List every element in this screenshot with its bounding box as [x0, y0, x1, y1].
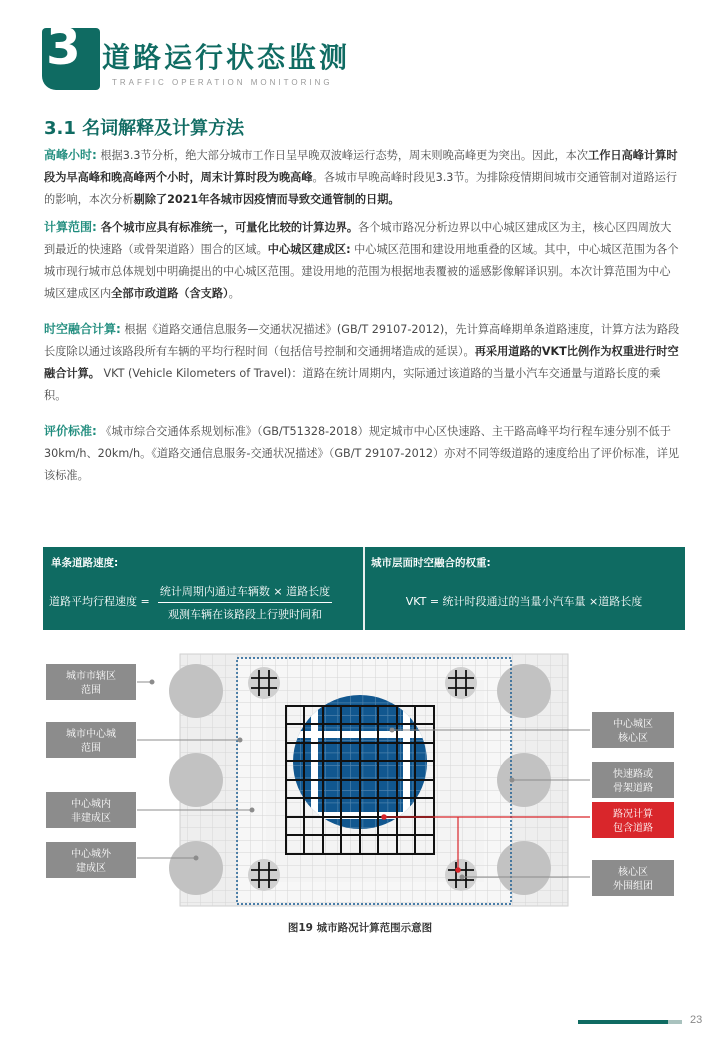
text: 中心城区范围和建设用地重叠的区域。其中，中心城区范围为各个城市现行城市总体规划中明确提出的中心城区范围。建设用地的范围为根据地表覆被的遥感影像解译识别。本次计算范围为中心城区建成区内: [44, 243, 679, 300]
chapter-title: 道路运行状态监测: [102, 41, 351, 74]
label-text: 范围: [81, 743, 101, 754]
paragraph-calc-range: [44, 216, 680, 305]
chapter-subtitle: TRAFFIC OPERATION MONITORING: [112, 78, 333, 87]
label-text: 包含道路: [613, 823, 653, 834]
bold-text: 各个城市应具有标准统一，可量化比较的计算边界。: [96, 221, 359, 234]
label-text: 中心城外: [71, 849, 111, 860]
label-text: 非建成区: [71, 813, 111, 824]
label-text: 外围组团: [613, 881, 653, 892]
text: 。: [228, 287, 240, 300]
label-text: 中心城区: [613, 719, 653, 730]
text: 根据《道路交通信息服务—交通状况描述》(GB/T 29107-2012)，先计算高峰期单条道路速度，计算方法为路段长度除以通过该路段所有车辆的平均行程时间（包括信号控制和交通拥堵造成的延误）。: [44, 323, 680, 358]
text: 《城市综合交通体系规划标准》（GB/T51328-2018）规定城市中心区快速路、主干路高峰平均行程车速分别不低于30km/h、20km/h。《道路交通信息服务-交通状况描述》（GB/T 29107-2012）亦对不同等级道路的速度给出了评价标准，详见该标准。: [44, 425, 680, 482]
bold-text: 中心城区建成区:: [267, 243, 351, 256]
paragraph-spatiotemporal: [44, 318, 680, 407]
bold-text: 再采用道路的VKT比例作为权重进行时空融合计算。: [44, 345, 679, 380]
formula-right: VKT = 统计时段通过的当量小汽车量 ×道路长度: [405, 595, 643, 608]
paragraph-evaluation: [44, 420, 680, 487]
label-text: 城市市辖区: [66, 671, 116, 682]
label-text: 路况计算: [613, 809, 653, 820]
formula-left-header: 单条道路速度:: [51, 557, 119, 569]
label-text: 快速路或: [613, 769, 653, 780]
cluster-circle: [497, 841, 551, 895]
paragraph-peak-hour: [44, 144, 680, 211]
page-number: 23: [690, 1014, 703, 1026]
term-calc-range: 计算范围:: [44, 220, 97, 234]
formula-left-lhs: 道路平均行程速度 =: [49, 595, 150, 608]
bold-text: 工作日高峰计算时段为早高峰和晚高峰两个小时，周末计算时段为晚高峰: [44, 149, 678, 184]
label-text: 范围: [81, 685, 101, 696]
cluster-circle: [497, 664, 551, 718]
formula-numerator: 统计周期内通过车辆数 × 道路长度: [158, 583, 332, 603]
formula-right-header: 城市层面时空融合的权重:: [371, 557, 491, 569]
label-text: 核心区: [618, 867, 648, 878]
cluster-circle: [169, 841, 223, 895]
label-text: 骨架道路: [613, 783, 653, 794]
footer-bar-light: [668, 1020, 682, 1024]
chapter-number: 3: [46, 18, 81, 76]
section-title: 3.1 名词解释及计算方法: [44, 118, 245, 139]
bold-text: 剔除了2021年各城市因疫情而导致交通管制的日期。: [133, 193, 400, 206]
text: 根据3.3节分析，绝大部分城市工作日呈早晚双波峰运行态势，周末则晚高峰更为突出。因此，本次: [96, 149, 589, 162]
formula-divider: [363, 547, 365, 630]
label-text: 中心城内: [71, 799, 111, 810]
text: VKT (Vehicle Kilometers of Travel)：道路在统计周期内，实际通过该道路的当量小汽车交通量与道路长度的乘积。: [44, 367, 661, 402]
label-text: 建成区: [76, 863, 106, 874]
figure-caption: 图19 城市路况计算范围示意图: [287, 922, 433, 934]
cluster-circle: [169, 664, 223, 718]
bold-text: 全部市政道路（含支路）: [111, 287, 229, 300]
cluster-circle: [169, 753, 223, 807]
term-evaluation: 评价标准:: [44, 424, 97, 438]
term-peak-hour: 高峰小时:: [44, 148, 97, 162]
range-diagram: [0, 640, 720, 910]
label-text: 城市中心城: [66, 729, 116, 740]
label-text: 核心区: [618, 733, 648, 744]
footer-bar: [578, 1020, 668, 1024]
text: 。各城市早晚高峰时段见3.3节。为排除疫情期间城市交通管制对道路运行的影响，本次分析: [44, 171, 678, 206]
formula-denominator: 观测车辆在该路段上行驶时间和: [168, 608, 322, 621]
formula-fraction: [158, 583, 332, 622]
formula-box: [43, 547, 685, 630]
text: 各个城市路况分析边界以中心城区建成区为主，核心区四周放大到最近的快速路（或骨架道路）围合的区域。: [44, 221, 672, 256]
term-spatiotemporal: 时空融合计算:: [44, 322, 121, 336]
